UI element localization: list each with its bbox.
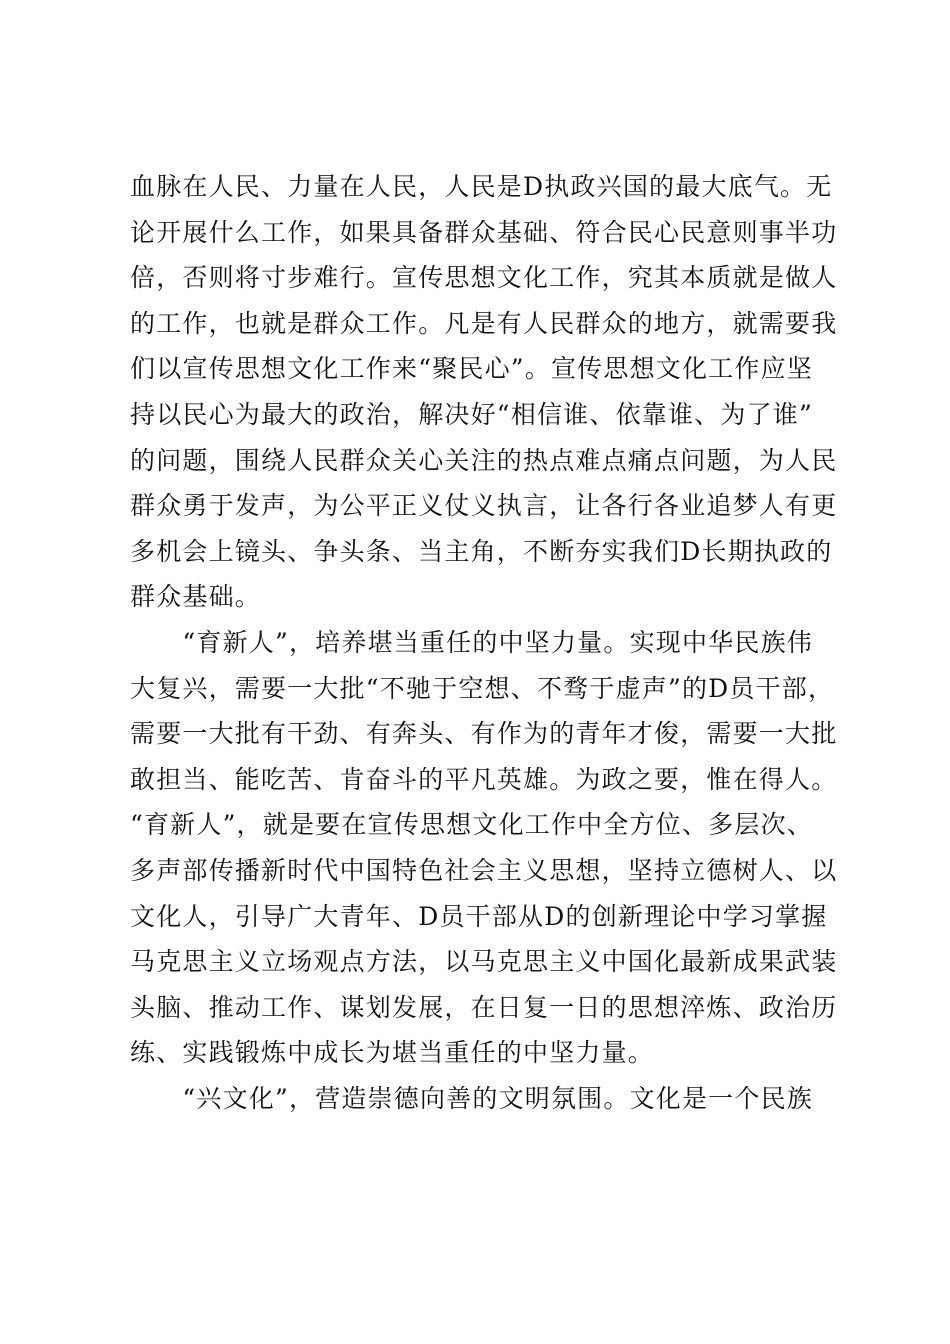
text-line: 们以宣传思想文化工作来“聚民心”。宣传思想文化工作应坚: [130, 354, 813, 384]
text-line: 持以民心为最大的政治，解决好“相信谁、依靠谁、为了谁”: [130, 399, 813, 429]
text-line: 的问题，围绕人民群众关心关注的热点难点痛点问题，为人民: [130, 445, 838, 475]
text-line: 的工作，也就是群众工作。凡是有人民群众的地方，就需要我: [130, 308, 838, 338]
text-line: 练、实践锻炼中成长为堪当重任的中坚力量。: [130, 1038, 655, 1068]
text-line: “育新人”，培养堪当重任的中坚力量。实现中华民族伟: [130, 627, 813, 657]
text-line: 群众勇于发声，为公平正义仗义执言，让各行各业追梦人有更: [130, 491, 838, 521]
text-line: 倍，否则将寸步难行。宣传思想文化工作，究其本质就是做人: [130, 263, 838, 293]
text-line: “育新人”，就是要在宣传思想文化工作中全方位、多层次、: [130, 810, 813, 840]
body-text: [130, 164, 850, 1121]
text-line: 敢担当、能吃苦、肯奋斗的平凡英雄。为政之要，惟在得人。: [130, 764, 838, 794]
text-line: 头脑、推动工作、谋划发展，在日复一日的思想淬炼、政治历: [130, 992, 838, 1022]
text-line: 多机会上镜头、争头条、当主角，不断夯实我们D长期执政的: [130, 536, 833, 566]
text-line: 群众基础。: [130, 582, 262, 612]
text-line: 需要一大批有干劲、有奔头、有作为的青年才俊，需要一大批: [130, 719, 838, 749]
text-line: 文化人，引导广大青年、D员干部从D的创新理论中学习掌握: [130, 901, 828, 931]
text-line: 血脉在人民、力量在人民，人民是D执政兴国的最大底气。无: [130, 172, 833, 201]
text-line: 大复兴，需要一大批“不驰于空想、不骛于虚声”的D员干部，: [130, 673, 835, 703]
text-line: 多声部传播新时代中国特色社会主义思想，坚持立德树人、以: [130, 855, 838, 885]
text-line: “兴文化”，营造崇德向善的文明氛围。文化是一个民族: [130, 1083, 813, 1113]
text-line: 马克思主义立场观点方法，以马克思主义中国化最新成果武装: [130, 947, 838, 977]
text-line: 论开展什么工作，如果具备群众基础、符合民心民意则事半功: [130, 217, 838, 247]
